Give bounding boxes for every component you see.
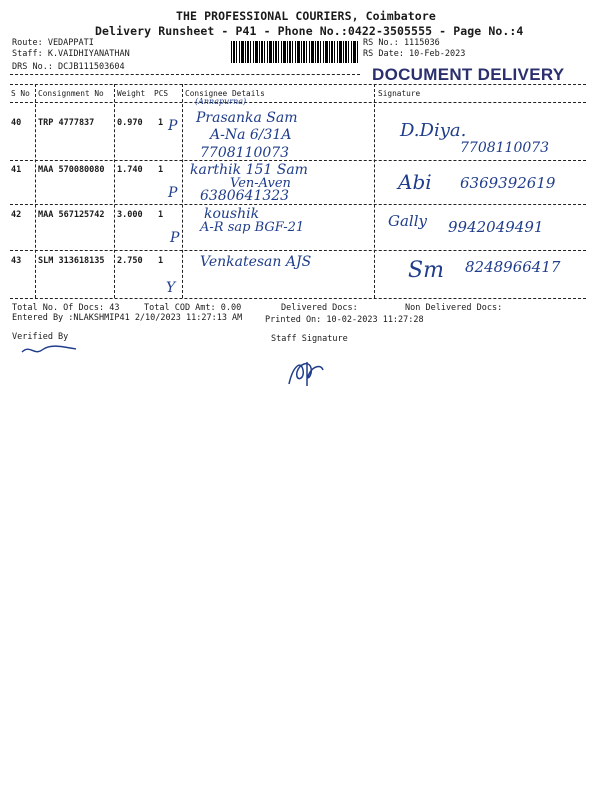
row-consignment: MAA 567125742 [38,210,105,220]
delivered-docs: Delivered Docs: [281,303,358,313]
tick-mark: P [168,185,178,201]
column-header-signature: Signature [378,89,421,98]
row-divider [10,204,586,205]
column-divider [182,84,183,298]
details-line: koushik [204,206,260,222]
row-sno: 43 [11,256,22,266]
column-divider [374,84,375,298]
recipient-signature: Gally [388,212,427,230]
runsheet-subtitle: Delivery Runsheet - P41 - Phone No.:0422-3505555 - Page No.:4 [95,24,524,38]
row-divider [10,160,586,161]
column-divider [114,84,115,298]
signature-phone: 8248966417 [465,258,561,276]
recipient-signature: D.Diya. [400,120,467,141]
row-weight: 1.740 [117,165,143,175]
details-line: karthik 151 Sam [190,162,308,178]
column-header-weight: Weight [117,89,146,98]
details-phone: 6380641323 [200,188,290,204]
barcode-image [231,41,359,63]
details-line: A-R sap BGF-21 [200,220,305,235]
details-line: Prasanka Sam [196,110,298,126]
details-phone: 7708110073 [200,145,290,161]
signature-phone: 6369392619 [460,174,556,192]
table-top-divider [10,84,586,85]
row-sno: 41 [11,165,22,175]
row-pcs: 1 [158,210,164,220]
staff-text: Staff: K.VAIDHIYANATHAN [12,49,130,59]
row-consignment: MAA 570080080 [38,165,105,175]
row-consignment: TRP 4777837 [38,118,95,128]
total-cod: Total COD Amt: 0.00 [144,303,242,313]
table-header-divider [10,102,586,103]
rs-number: RS No.: 1115036 [363,38,440,48]
details-note: (Annapurna) [195,97,247,106]
table-bottom-divider [10,298,586,299]
details-line: A-Na 6/31A [210,127,292,143]
row-sno: 40 [11,118,22,128]
column-divider [35,84,36,298]
details-line: Ven-Aven [230,176,291,191]
column-header-details: Consignee Details [185,89,265,98]
row-weight: 0.970 [117,118,143,128]
tick-mark: P [170,230,180,246]
rs-date: RS Date: 10-Feb-2023 [363,49,466,59]
entered-by: Entered By :NLAKSHMIP41 2/10/2023 11:27:13 AM [12,313,243,323]
drs-number: DRS No.: DCJB111503604 [12,62,125,72]
recipient-signature: Abi [398,170,432,194]
signature-phone: 7708110073 [460,140,550,156]
document-delivery-stamp: DOCUMENT DELIVERY [372,65,565,84]
top-divider [10,74,360,75]
row-weight: 3.000 [117,210,143,220]
row-sno: 42 [11,210,22,220]
row-consignment: SLM 313618135 [38,256,105,266]
route-text: Route: VEDAPPATI [12,38,94,48]
staff-signature-mark [283,356,331,390]
tick-mark: P [168,118,178,134]
verified-signature [20,342,80,358]
details-line: Venkatesan AJS [200,254,312,270]
tick-mark: Y [166,280,176,296]
verified-by-label: Verified By [12,332,69,342]
row-pcs: 1 [158,165,164,175]
total-docs: Total No. Of Docs: 43 [12,303,120,313]
column-header-pcs: PCS [154,89,169,98]
printed-on: Printed On: 10-02-2023 11:27:28 [265,315,424,325]
column-header-consignment: Consignment No [38,89,104,98]
recipient-signature: Sm [408,258,444,283]
row-weight: 2.750 [117,256,143,266]
non-delivered-docs: Non Delivered Docs: [405,303,503,313]
row-pcs: 1 [158,118,164,128]
column-header-sno: S No [11,89,30,98]
row-pcs: 1 [158,256,164,266]
row-divider [10,250,586,251]
signature-phone: 9942049491 [448,218,544,236]
company-title: THE PROFESSIONAL COURIERS, Coimbatore [176,9,436,23]
staff-signature-label: Staff Signature [271,334,348,344]
